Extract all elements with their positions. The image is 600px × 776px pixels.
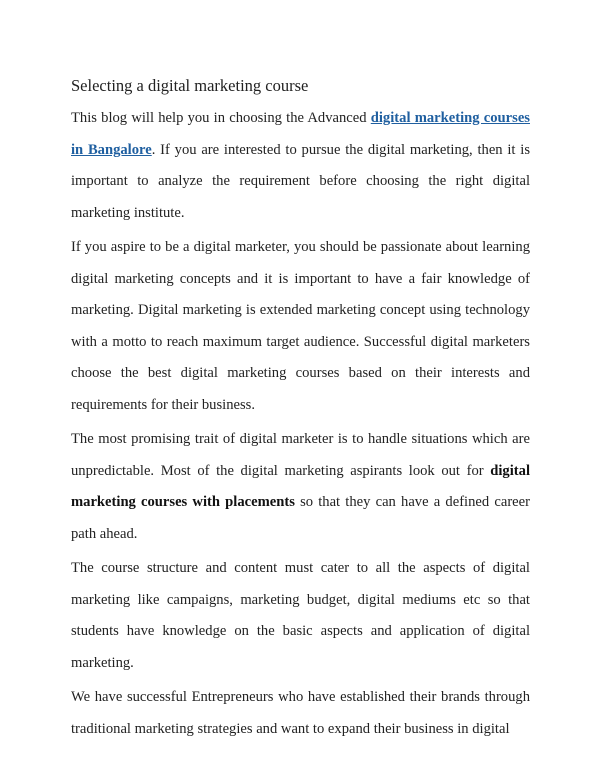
paragraph-3 (71, 424, 530, 550)
page-title: Selecting a digital marketing course (71, 76, 309, 95)
paragraph-2: If you aspire to be a digital marketer, you should be passionate about learning digital marketing concepts and it is important to have a fair knowledge of marketing. Digital marketing is extended marketing concept using technology with a motto to reach maximum target audience. Successful digital marketers choose the best digital marketing courses based on their interests and requirements for their business. (71, 239, 530, 413)
paragraph-4: The course structure and content must cater to all the aspects of digital marketing like campaigns, marketing budget, digital mediums etc so that students have knowledge on the basic aspects and application of digital marketing. (71, 560, 530, 671)
placements-emphasis: digital marketing courses with placements (71, 462, 530, 510)
paragraph-3-text-before: The most promising trait of digital marketer is to handle situations which are unpredictable. Most of the digital marketing aspirants look out for (71, 431, 530, 479)
paragraph-1 (71, 103, 530, 229)
digital-marketing-courses-link[interactable]: digital marketing courses in Bangalore (71, 110, 530, 158)
document-page (71, 72, 530, 748)
paragraph-5: We have successful Entrepreneurs who have established their brands through traditional marketing strategies and want to expand their business in digital (71, 689, 530, 737)
paragraph-3-text-after: so that they can have a defined career path ahead. (71, 494, 530, 542)
paragraph-1-text-before: This blog will help you in choosing the Advanced (71, 110, 371, 126)
paragraph-1-text-after: . If you are interested to pursue the digital marketing, then it is important to analyze the requirement before choosing the right digital marketing institute. (71, 141, 530, 221)
